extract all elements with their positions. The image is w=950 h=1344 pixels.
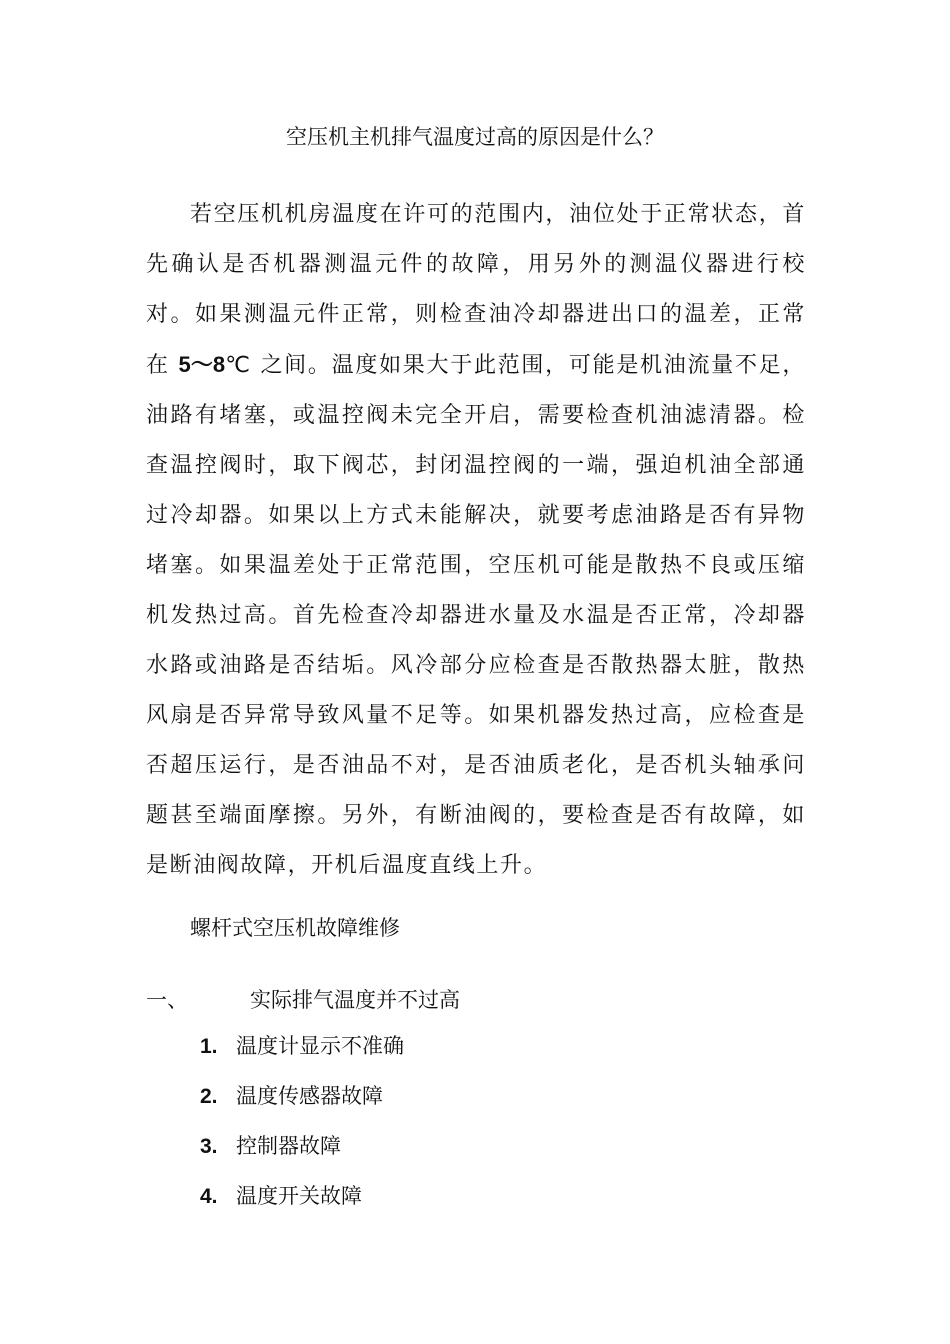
list-item-number: 4. <box>200 1185 218 1208</box>
section-subtitle: 螺杆式空压机故障维修 <box>190 916 400 940</box>
list-item-number: 3. <box>200 1135 218 1158</box>
fault-list <box>200 1031 404 1231</box>
section-heading <box>146 985 460 1015</box>
list-item-text: 控制器故障 <box>236 1134 341 1158</box>
list-item-text: 温度传感器故障 <box>236 1084 383 1108</box>
temperature-range: 5～8 <box>178 352 226 377</box>
section-heading-text: 实际排气温度并不过高 <box>250 988 460 1012</box>
list-item-text: 温度计显示不准确 <box>236 1034 404 1058</box>
list-item-text: 温度开关故障 <box>236 1184 362 1208</box>
list-item <box>200 1081 404 1131</box>
list-item <box>200 1031 404 1081</box>
list-item-number: 1. <box>200 1035 218 1058</box>
body-paragraph <box>146 190 806 891</box>
paragraph-text-after: ℃ 之间。温度如果大于此范围，可能是机油流量不足，油路有堵塞，或温控阀未完全开启，需要检查机油滤清器。检查温控阀时，取下阀芯，封闭温控阀的一端，强迫机油全部通过冷却器。如果以上方式未能解决，就要考虑油路是否有异物堵塞。如果温差处于正常范围，空压机可能是散热不良或压缩机发热过高。首先检查冷却器进水量及水温是否正常，冷却器水路或油路是否结垢。风冷部分应检查是否散热器太脏，散热风扇是否异常导致风量不足等。如果机器发热过高，应检查是否超压运行，是否油品不对，是否油质老化，是否机头轴承问题甚至端面摩擦。另外，有断油阀的，要检查是否有故障，如是断油阀故障，开机后温度直线上升。 <box>146 353 807 878</box>
list-item <box>200 1131 404 1181</box>
page-title: 空压机主机排气温度过高的原因是什么？ <box>286 125 664 149</box>
section-number: 一、 <box>146 988 188 1012</box>
paragraph-text-before: 若空压机机房温度在许可的范围内，油位处于正常状态，首先确认是否机器测温元件的故障，用另外的测温仪器进行校对。如果测温元件正常，则检查油冷却器进出口的温差，正常在 <box>146 202 806 378</box>
list-item <box>200 1181 404 1231</box>
list-item-number: 2. <box>200 1085 218 1108</box>
